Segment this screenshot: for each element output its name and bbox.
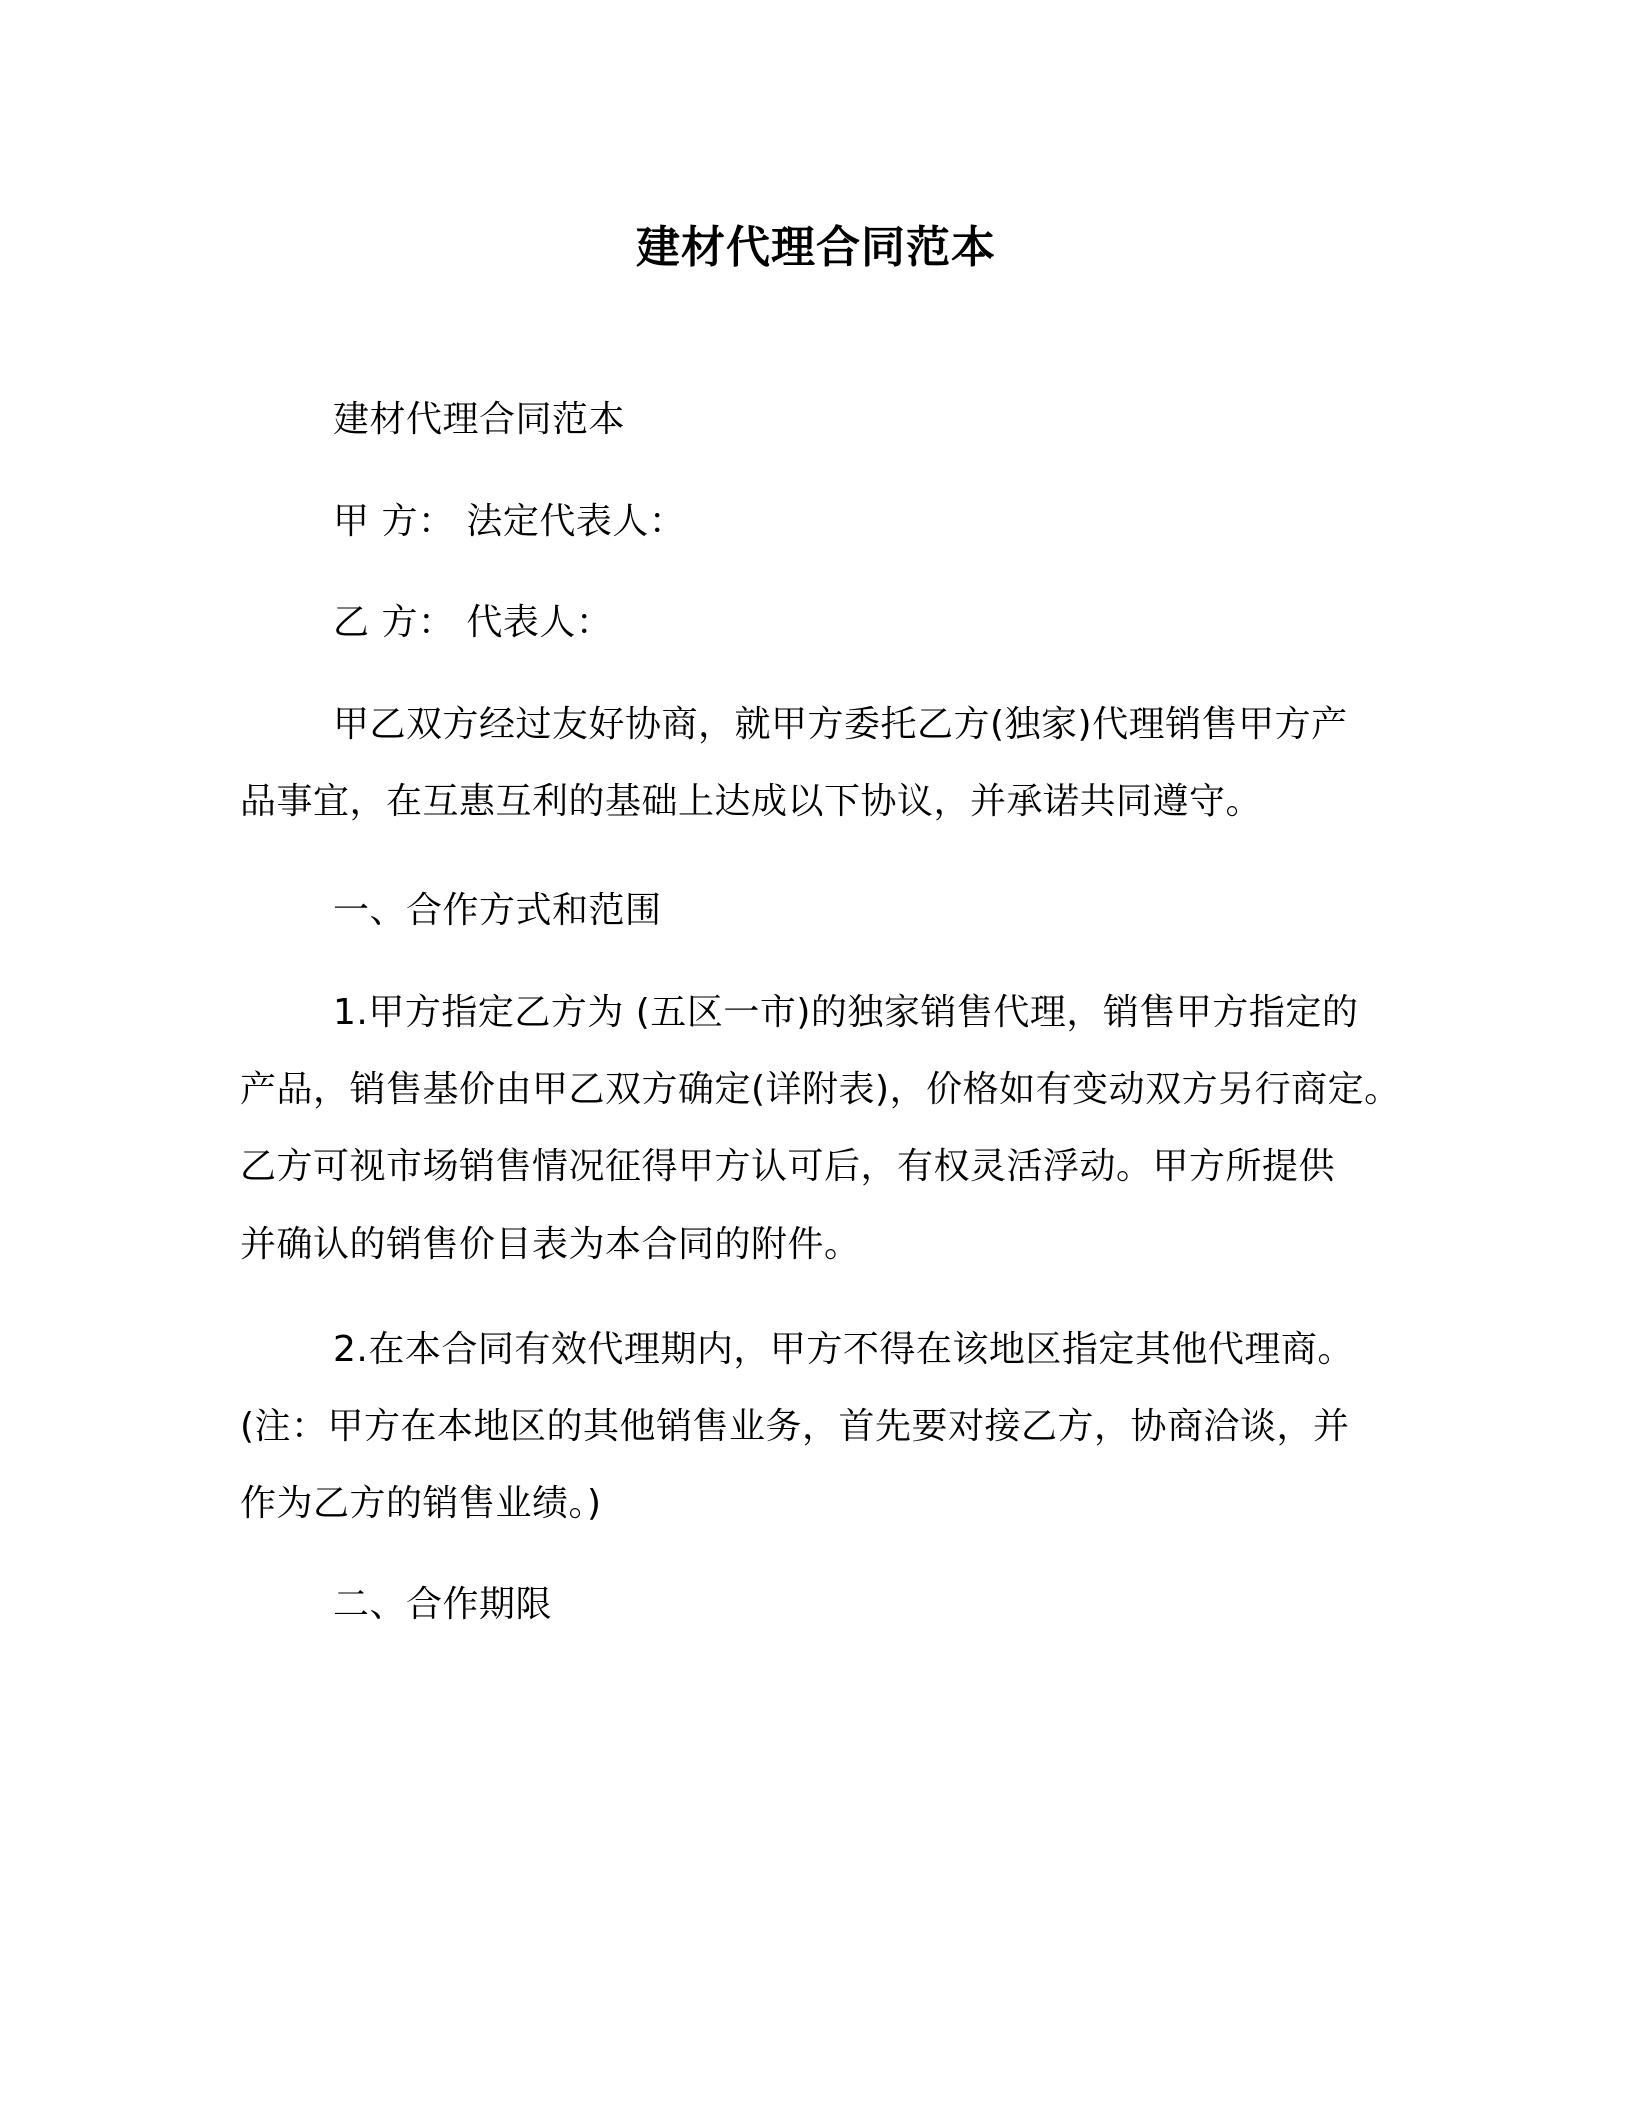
preamble-line: 甲乙双方经过友好协商，就甲方委托乙方(独家)代理销售甲方产 — [333, 704, 1348, 745]
section-2-heading: 二、合作期限 — [333, 1584, 553, 1625]
section-1-heading: 一、合作方式和范围 — [333, 890, 662, 931]
clause-1-line: 1.甲方指定乙方为 (五区一市)的独家销售代理，销售甲方指定的 — [333, 992, 1359, 1033]
clause-1-line: 产品，销售基价由甲乙双方确定(详附表)，价格如有变动双方另行商定。 — [240, 1069, 1401, 1110]
clause-2-line: (注：甲方在本地区的其他销售业务，首先要对接乙方，协商洽谈，并 — [240, 1406, 1350, 1447]
party-b-line: 乙 方： 代表人： — [333, 602, 613, 643]
document-subtitle: 建材代理合同范本 — [333, 399, 626, 440]
party-a-line: 甲 方： 法定代表人： — [333, 501, 686, 542]
document-title: 建材代理合同范本 — [636, 222, 996, 273]
clause-2-line: 2.在本合同有效代理期内，甲方不得在该地区指定其他代理商。 — [333, 1329, 1354, 1370]
clause-1-line: 乙方可视市场销售情况征得甲方认可后，有权灵活浮动。甲方所提供 — [240, 1146, 1336, 1187]
clause-2-line: 作为乙方的销售业绩。) — [240, 1483, 602, 1524]
clause-1-line: 并确认的销售价目表为本合同的附件。 — [240, 1224, 861, 1265]
preamble-line: 品事宜，在互惠互利的基础上达成以下协议，并承诺共同遵守。 — [240, 781, 1263, 822]
